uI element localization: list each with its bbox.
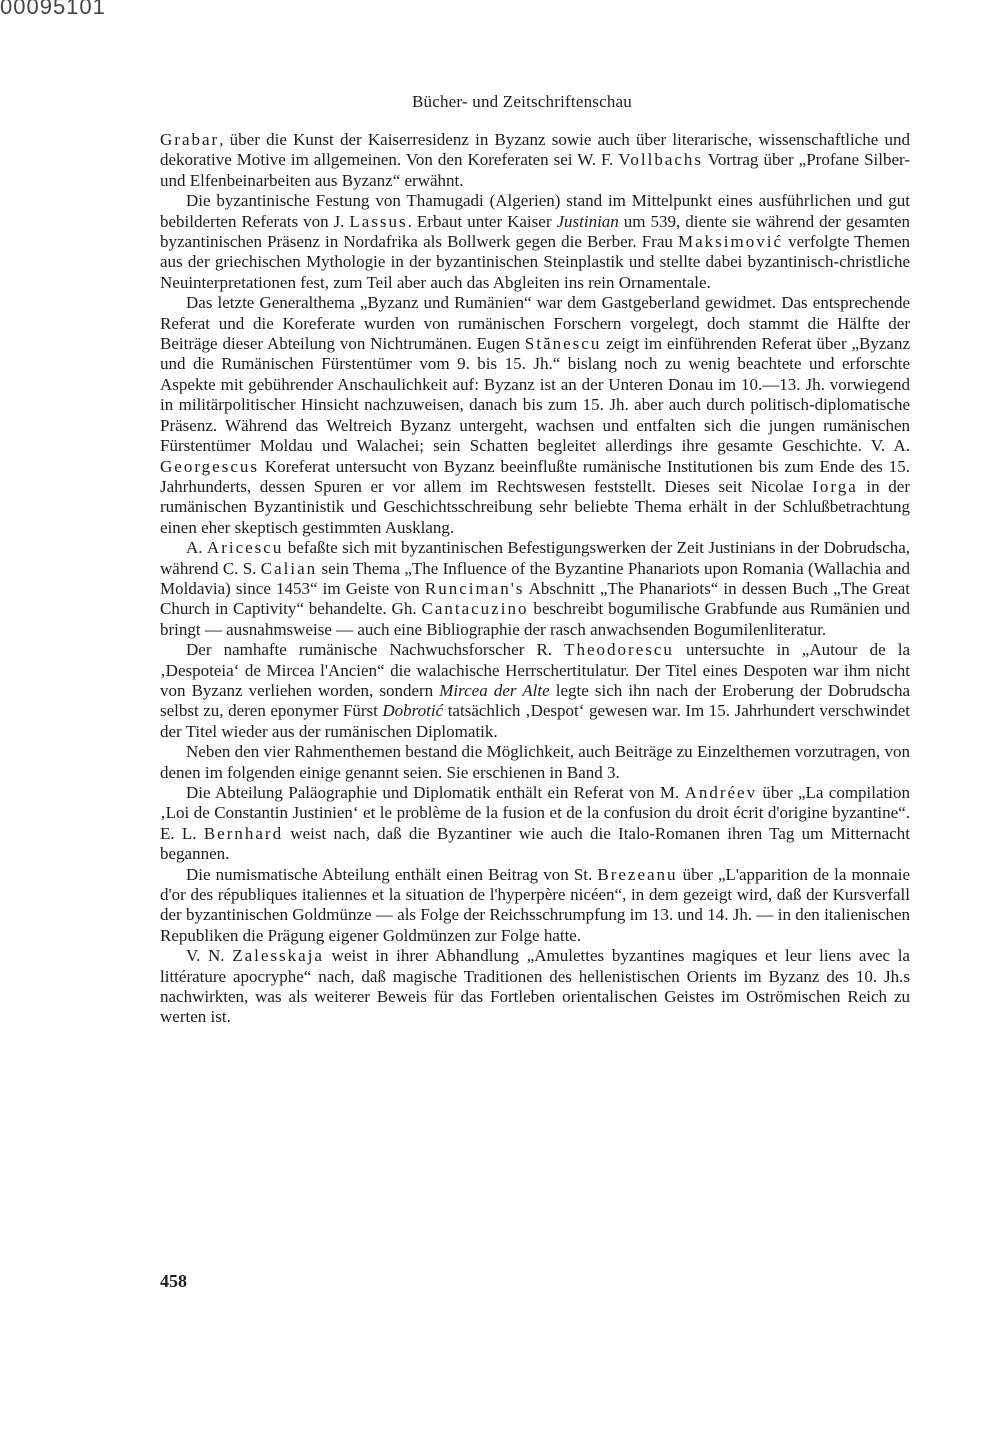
text-run: Die numismatische Abteilung enthält einen Beitrag von St. [186, 864, 598, 884]
scan-id: 00095101 [0, 0, 106, 19]
text-run: beschreibt bogumilische Grabfunde aus Rumänien und bringt — ausnahmsweise — auch eine Bibliographie der rasch anwachsenden Bogumilenliteratur. [160, 599, 911, 639]
text-run: legte sich ihn nach der Eroberung der Dobrudscha selbst zu, deren eponymer Fürst [160, 680, 910, 721]
author-name: Aricescu [206, 538, 284, 558]
paragraph [160, 946, 910, 1028]
italic-term: Justinian [556, 211, 619, 231]
paragraph [160, 783, 910, 865]
author-name: Cantacuzino [421, 599, 529, 619]
text-run: weist nach, daß die Byzantiner wie auch die Italo-Romanen ihren Tag um Mitternacht begannen. [160, 823, 910, 864]
paragraph [160, 640, 910, 742]
text-run: sein Thema „The Influence of the Byzantine Phanariots upon Romania (Wallachia and Moldavia) since 1453“ im Geiste von [160, 558, 910, 598]
paragraph [160, 865, 910, 947]
text-run: Koreferat untersucht von Byzanz beeinflußte rumänische Institutionen bis zum Ende des 15. Jahrhunderts, dessen Spuren er vor allem im Rechtswesen feststellt. Dieses seit Nicolae [160, 456, 910, 496]
text-run: verfolgte Themen aus der griechischen Mythologie in der byzantinischen Steinplastik und stellte dabei byzantinisch-christliche Neuinterpretationen fest, zum Teil aber auch das Abgleiten ins rein Ornamentale. [160, 232, 910, 292]
page-number: 458 [160, 1271, 187, 1291]
text-run: tatsächlich ‚Despot‘ gewesen war. Im 15. Jahrhundert verschwindet der Titel wieder aus der rumänischen Diplomatik. [160, 701, 910, 741]
author-name: Grabar [160, 130, 220, 149]
running-head: Bücher- und Zeitschriftenschau [412, 92, 632, 111]
text-run: um 539, diente sie während der gesamten byzantinischen Präsenz in Nordafrika als Bollwerk gegen die Berber. Frau [160, 211, 911, 252]
text-run: Vortrag über „Profane Silber- und Elfenbeinarbeiten aus Byzanz“ erwähnt. [160, 150, 910, 190]
author-name: Theodorescu [564, 640, 674, 660]
author-name: Calian [260, 558, 318, 578]
text-run: untersuchte in „Autour de la ‚Despoteia‘ de Mircea l'Ancien“ die walachische Herrschertitulatur. Der Titel eines Despoten war ihm nicht von Byzanz verliehen worden, sondern [160, 640, 910, 700]
text-run: Neben den vier Rahmenthemen bestand die Möglichkeit, auch Beiträge zu Einzelthemen vorzutragen, von denen im folgenden einige genannt seien. Sie erschienen in Band 3. [160, 742, 910, 782]
paragraph [160, 742, 910, 783]
text-run: in der rumänischen Byzantinistik und Geschichtsschreibung sehr beliebte Thema erhält in der Schlußbetrachtung einen eher skeptisch gestimmten Ausklang. [160, 476, 910, 537]
author-name: Stănescu [524, 334, 602, 354]
paragraph [160, 130, 910, 191]
text-run: Der namhafte rumänische Nachwuchsforscher R. [186, 640, 565, 660]
italic-term: Mircea der Alte [439, 680, 550, 700]
text-run: über „L'apparition de la monnaie d'or des républiques italiennes et la situation de l'hyperpère nicéen“, in dem gezeigt wird, daß der Kursverfall der byzantinischen Goldmünze — als Folge der Reichsschrumpfung im 13. und 14. Jh. — in den italienischen Republiken die Prägung eigener Goldmünzen zur Folge hatte. [160, 864, 910, 945]
text-run: , über die Kunst der Kaiserresidenz in Byzanz sowie auch über literarische, wissenschaftliche und dekorative Motive im allgemeinen. Von den Koreferaten sei W. F. [160, 130, 910, 170]
author-name: Brezeanu [597, 864, 678, 884]
text-run: . Erbaut unter Kaiser [407, 211, 557, 231]
paragraph [160, 538, 910, 640]
paragraph [160, 191, 910, 293]
author-name: Lassus [349, 211, 408, 231]
author-name: Runciman's [424, 578, 525, 598]
text-run: befaßte sich mit byzantinischen Befestigungswerken der Zeit Justinians in der Dobrudscha, während C. S. [160, 538, 910, 578]
italic-term: Dobrotić [382, 701, 444, 721]
author-name: Zalesskaja [232, 946, 324, 966]
text-run: Die Abteilung Paläographie und Diplomatik enthält ein Referat von M. [186, 783, 685, 802]
text-run: über „La compilation ‚Loi de Constantin Justinien‘ et le problème de la fusion et de la confusion du droit écrit d'origine byzantine“. E. L. [160, 783, 910, 843]
author-name: Maksimović [678, 232, 784, 252]
text-run: weist in ihrer Abhandlung „Amulettes byzantines magiques et leur liens avec la littérature apocryphe“ nach, daß magische Traditionen des hellenistischen Orients im Byzanz des 10. Jh.s nachwirkten, was als weiterer Beweis für das Fortleben orientalischen Geistes im Oströmischen Reich zu werten ist. [160, 946, 910, 1027]
author-name: Vollbachs [618, 150, 704, 170]
text-run: A. [186, 538, 207, 558]
paragraph [160, 293, 910, 538]
text-run: Die byzantinische Festung von Thamugadi (Algerien) stand im Mittelpunkt eines ausführlichen und gut bebilderten Referats von J. [160, 191, 910, 231]
author-name: Georgescus [160, 456, 259, 476]
text-run: V. N. [186, 946, 233, 966]
body-text [160, 130, 910, 1028]
text-run: Das letzte Generalthema „Byzanz und Rumänien“ war dem Gastgeberland gewidmet. Das entsprechende Referat und die Koreferate wurden von rumänischen Forschern vorgelegt, doch stammt die Hälfte der Beiträge dieser Abteilung von Nichtrumänen. Eugen [160, 293, 910, 354]
author-name: Bernhard [203, 823, 284, 843]
text-run: Abschnitt „The Phanariots“ in dessen Buch „The Great Church in Captivity“ behandelte. Gh. [160, 578, 910, 619]
author-name: Iorga [812, 476, 858, 496]
text-run: zeigt im einführenden Referat über „Byzanz und die Rumänischen Fürstentümer vom 9. bis 15. Jh.“ bislang noch zu wenig beachtete und erforschte Aspekte mit gebührender Anschaulichkeit auf: Byzanz ist an der Unteren Donau im 10.—13. Jh. vorwiegend in militärpolitischer Hinsicht nachzuweisen, danach bis zum 15. Jh. aber auch durch politisch-diplomatische Präsenz. Während das Weltreich Byzanz untergeht, wachsen und entfalten sich die jungen rumänischen Fürstentümer Moldau und Walachei; sein Schatten begleitet allerdings ihre gesamte Geschichte. V. A. [160, 334, 910, 456]
author-name: Andréev [684, 783, 758, 802]
